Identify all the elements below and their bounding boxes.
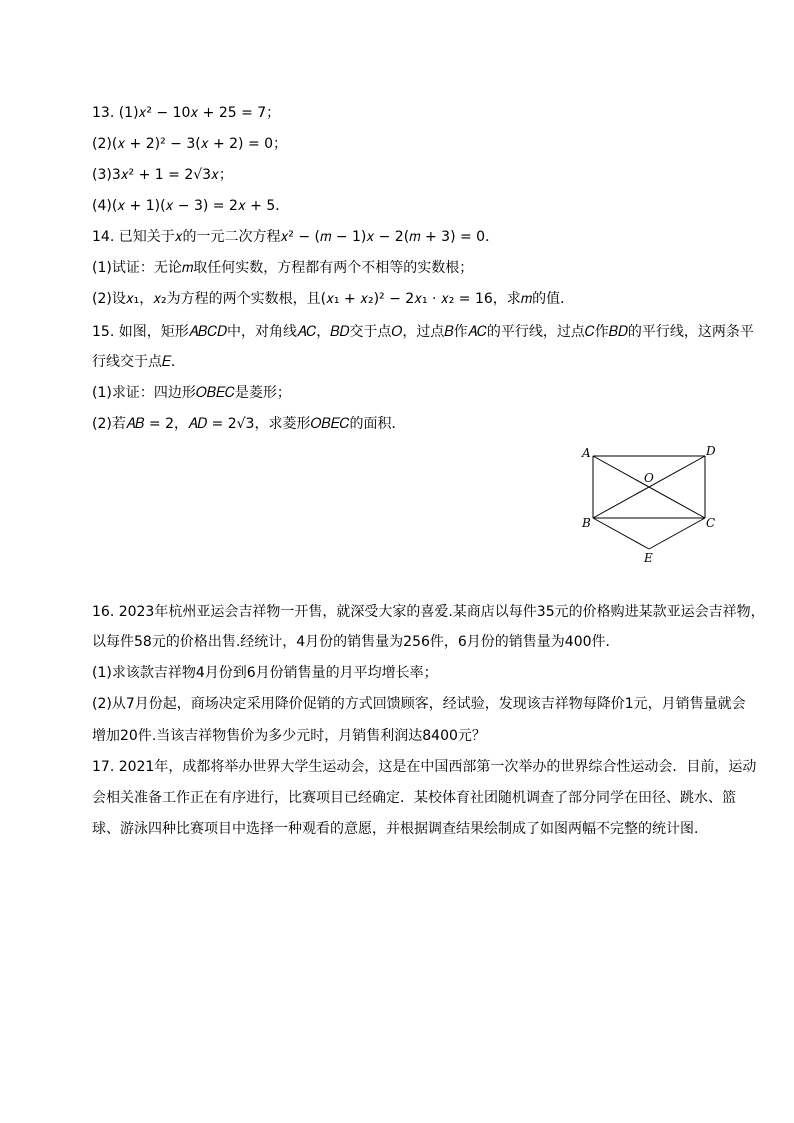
q13-part4: (4)(𝑥 + 1)(𝑥 − 3) = 2𝑥 + 5．: [92, 198, 290, 214]
q16-part1: (1)求该款吉祥物4月份到6月份销售量的月平均增长率；: [92, 665, 438, 681]
q13-part2: (2)(𝑥 + 2)² − 3(𝑥 + 2) = 0；: [92, 136, 288, 152]
q15-part2: (2)若𝐴𝐵 = 2，𝐴𝐷 = 2√3，求菱形𝑂𝐵𝐸𝐶的面积．: [92, 416, 406, 432]
label-D: D: [706, 444, 716, 458]
q15-stem-line2: 行线交于点𝐸．: [92, 354, 185, 370]
q16-stem-line2: 以每件58元的价格出售.经统计，4月份的销售量为256件，6月份的销售量为400件．: [92, 634, 620, 650]
q14-part2: (2)设𝑥₁，𝑥₂为方程的两个实数根，且(𝑥₁ + 𝑥₂)² − 2𝑥₁ · 𝑥₂ = 16，求𝑚的值．: [92, 291, 575, 307]
segment-BE: [593, 518, 649, 549]
label-C: C: [706, 516, 716, 530]
q17-stem-line3: 球、游泳四种比赛项目中选择一种观看的意愿，并根据调查结果绘制成了如图两幅不完整的统计图．: [92, 821, 708, 837]
q17-stem-line1: 17. 2021年，成都将举办世界大学生运动会，这是在中国西部第一次举办的世界综合性运动会．目前，运动: [92, 759, 757, 775]
label-B: B: [582, 516, 591, 530]
q14-stem: 14. 已知关于𝑥的一元二次方程𝑥² − (𝑚 − 1)𝑥 − 2(𝑚 + 3) = 0．: [92, 229, 500, 245]
q17-stem-line2: 会相关准备工作正在有序进行，比赛项目已经确定．某校体育社团随机调查了部分同学在田径、跳水、篮: [92, 790, 736, 806]
q15-part1: (1)求证：四边形𝑂𝐵𝐸𝐶是菱形；: [92, 385, 291, 401]
label-O: O: [644, 471, 654, 485]
q14-part1: (1)试证：无论𝑚取任何实数，方程都有两个不相等的实数根；: [92, 260, 474, 276]
label-A: A: [582, 446, 591, 460]
q13-part1: 13. (1)𝑥² − 10𝑥 + 25 = 7；: [92, 105, 281, 121]
geometry-diagram: [575, 440, 725, 570]
q13-part3: (3)3𝑥² + 1 = 2√3𝑥；: [92, 167, 233, 183]
rectangle-rhombus-figure: [575, 440, 725, 570]
q16-part2-line1: (2)从7月份起，商场决定采用降价促销的方式回馈顾客，经试验，发现该吉祥物每降价1元，月销售量就会: [92, 696, 746, 712]
segment-CE: [649, 518, 705, 549]
label-E: E: [644, 551, 653, 565]
q15-stem-line1: 15. 如图，矩形𝐴𝐵𝐶𝐷中，对角线𝐴𝐶，𝐵𝐷交于点𝑂，过点𝐵作𝐴𝐶的平行线，过点𝐶作𝐵𝐷的平行线，这两条平: [92, 324, 754, 340]
q16-stem-line1: 16. 2023年杭州亚运会吉祥物一开售，就深受大家的喜爱.某商店以每件35元的价格购进某款亚运会吉祥物，: [92, 604, 765, 620]
q16-part2-line2: 增加20件.当该吉祥物售价为多少元时，月销售利润达8400元？: [92, 728, 486, 744]
